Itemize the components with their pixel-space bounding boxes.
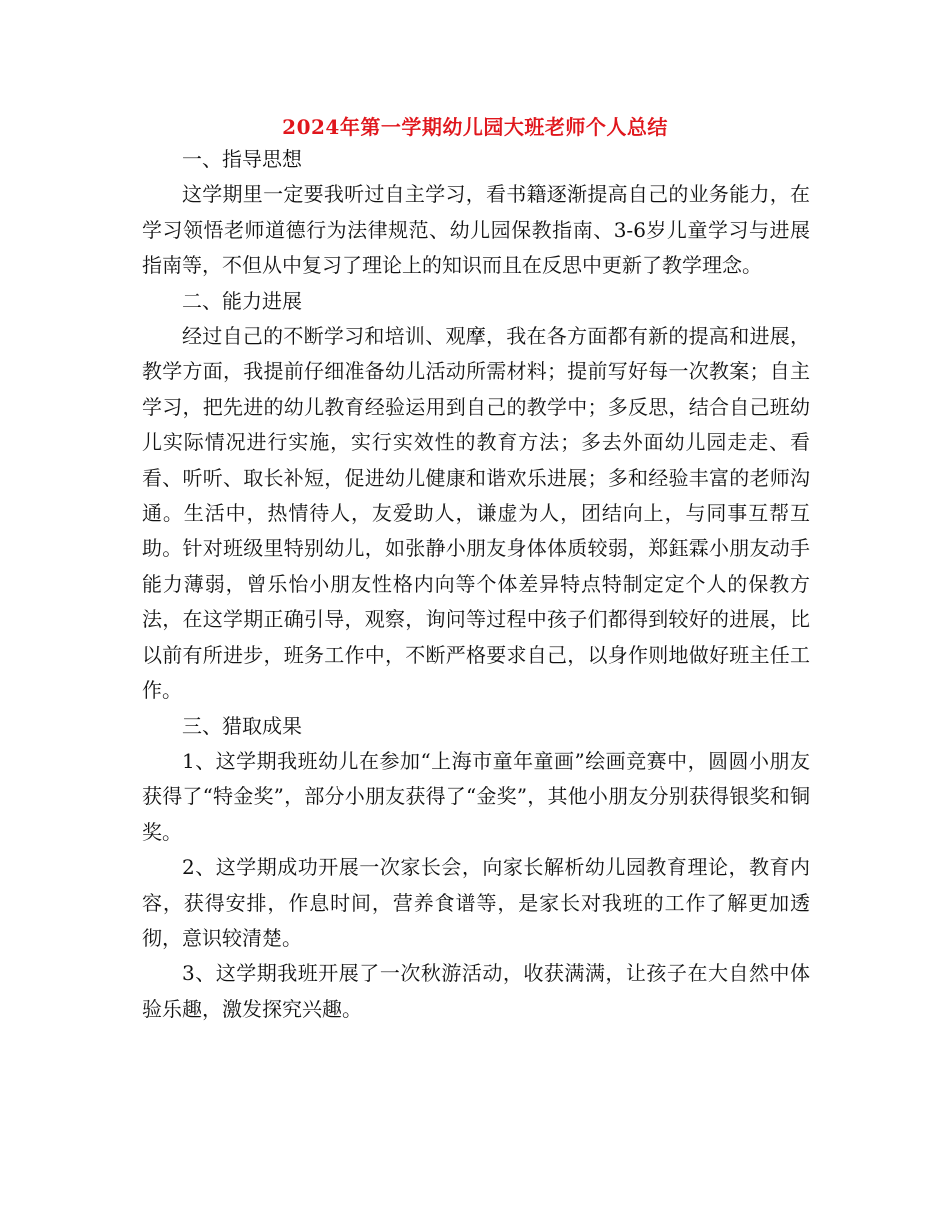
section-heading-ability-progress: 二、能力进展 bbox=[182, 288, 302, 313]
document-title: 2024年第一学期幼儿园大班老师个人总结 bbox=[282, 115, 668, 139]
paragraph-achievement-3: 3、这学期我班开展了一次秋游活动，收获满满，让孩子在大自然中体验乐趣，激发探究兴趣。 bbox=[142, 961, 810, 1021]
section-heading-guiding-thought: 一、指导思想 bbox=[182, 147, 302, 171]
paragraph-achievement-1: 1、这学期我班幼儿在参加“上海市童年童画”绘画竞赛中，圆圆小朋友获得了“特金奖”，部分小朋友获得了“金奖”，其他小朋友分别获得银奖和铜奖。 bbox=[142, 748, 810, 844]
paragraph-guiding-thought: 这学期里一定要我听过自主学习，看书籍逐渐提高自己的业务能力，在学习领悟老师道德行为法律规范、幼儿园保教指南、3-6岁儿童学习与进展指南等，不但从中复习了理论上的知识而且在反思中更新了教学理念。 bbox=[142, 182, 810, 278]
paragraph-ability-progress: 经过自己的不断学习和培训、观摩，我在各方面都有新的提高和进展，教学方面，我提前仔细准备幼儿活动所需材料；提前写好每一次教案；自主学习，把先进的幼儿教育经验运用到自己的教学中；多反思，结合自己班幼儿实际情况进行实施，实行实效性的教育方法；多去外面幼儿园走走、看看、听听、取长补短，促进幼儿健康和谐欢乐进展；多和经验丰富的老师沟通。生活中，热情待人，友爱助人，谦虚为人，团结向上，与同事互帮互助。针对班级里特别幼儿，如张静小朋友身体体质较弱，郑鈺霖小朋友动手能力薄弱，曾乐怡小朋友性格内向等个体差异特点特制定定个人的保教方法，在这学期正确引导，观察，询问等过程中孩子们都得到较好的进展，比以前有所进步，班务工作中，不断严格要求自己，以身作则地做好班主任工作。 bbox=[142, 324, 810, 703]
section-heading-achievements: 三、猎取成果 bbox=[182, 713, 302, 738]
document-body bbox=[142, 142, 810, 1027]
paragraph-achievement-2: 2、这学期成功开展一次家长会，向家长解析幼儿园教育理论，教育内容，获得安排，作息时间，营养食谱等，是家长对我班的工作了解更加透彻，意识较清楚。 bbox=[142, 855, 810, 950]
